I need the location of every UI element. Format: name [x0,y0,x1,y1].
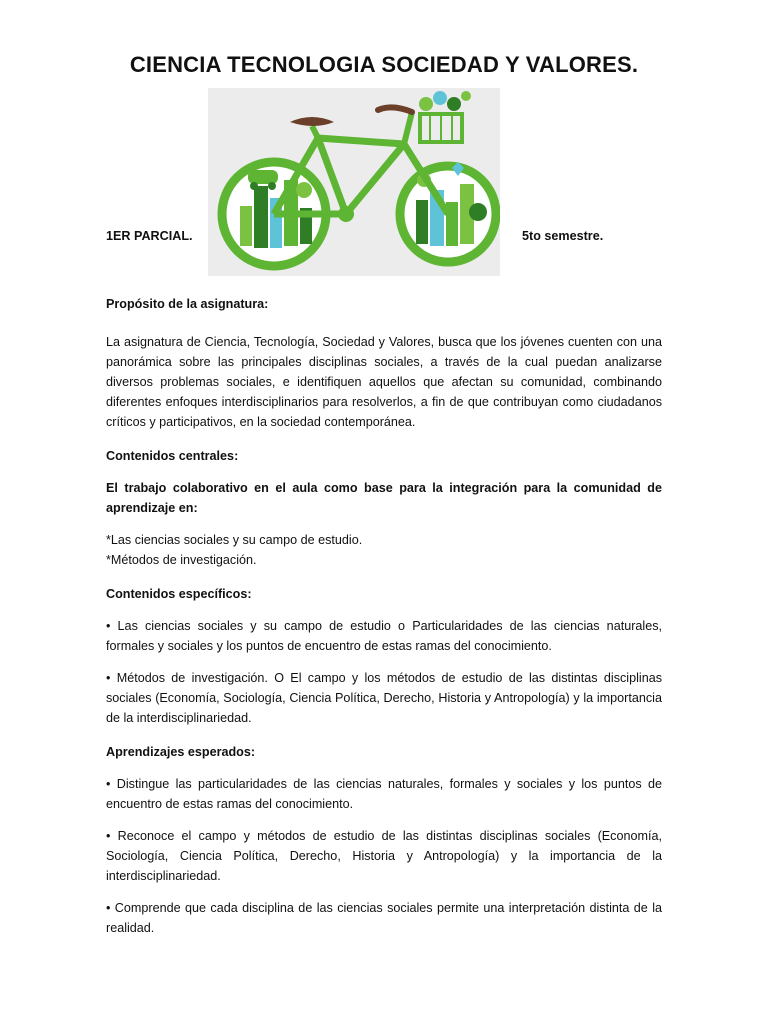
expected-section [106,742,662,938]
central-section [106,446,662,570]
central-subheading: El trabajo colaborativo en el aula como base para la integración para la comunidad de aprendizaje en: [106,481,662,515]
central-heading: Contenidos centrales: [106,449,239,463]
purpose-heading: Propósito de la asignatura: [106,297,269,311]
list-item: *Las ciencias sociales y su campo de estudio. [106,533,363,547]
list-item: *Métodos de investigación. [106,553,257,567]
purpose-text: La asignatura de Ciencia, Tecnología, Sociedad y Valores, busca que los jóvenes cuenten con una panorámica sobre las principales disciplinas sociales, a través de la cual puedan analizarse diversos problemas sociales, e identifiquen aquellos que afectan su comunidad, combinando diferentes enfoques interdisciplinarios para resolverlos, a fin de que contribuyan como ciudadanos críticos y participativos, en la sociedad contemporánea. [106,335,662,429]
expected-heading: Aprendizajes esperados: [106,745,256,759]
document-title: CIENCIA TECNOLOGIA SOCIEDAD Y VALORES. [129,52,639,77]
specific-section [106,584,662,728]
list-item: • Comprende que cada disciplina de las ciencias sociales permite una interpretación distinta de la realidad. [106,901,662,935]
specific-heading: Contenidos específicos: [106,587,252,601]
semester-label: 5to semestre. [522,229,604,243]
list-item: • Las ciencias sociales y su campo de estudio o Particularidades de las ciencias naturales, formales y sociales y los puntos de encuentro de estas ramas del conocimiento. [106,619,662,653]
header-row [106,88,662,280]
eco-bicycle-icon [208,88,500,276]
list-item: • Métodos de investigación. O El campo y los métodos de estudio de las distintas disciplinas sociales (Economía, Sociología, Ciencia Política, Derecho, Historia y Antropología) y la importancia de la interdisciplinariedad. [106,671,662,725]
partial-label: 1ER PARCIAL. [106,229,193,243]
list-item: • Distingue las particularidades de las ciencias naturales, formales y sociales y los puntos de encuentro de estas ramas del conocimiento. [106,777,662,811]
list-item: • Reconoce el campo y métodos de estudio de las distintas disciplinas sociales (Economía, Sociología, Ciencia Política, Derecho, Historia y Antropología) y la importancia de la interdisciplinariedad. [106,829,662,883]
purpose-section [106,294,662,432]
document-page [106,50,662,938]
